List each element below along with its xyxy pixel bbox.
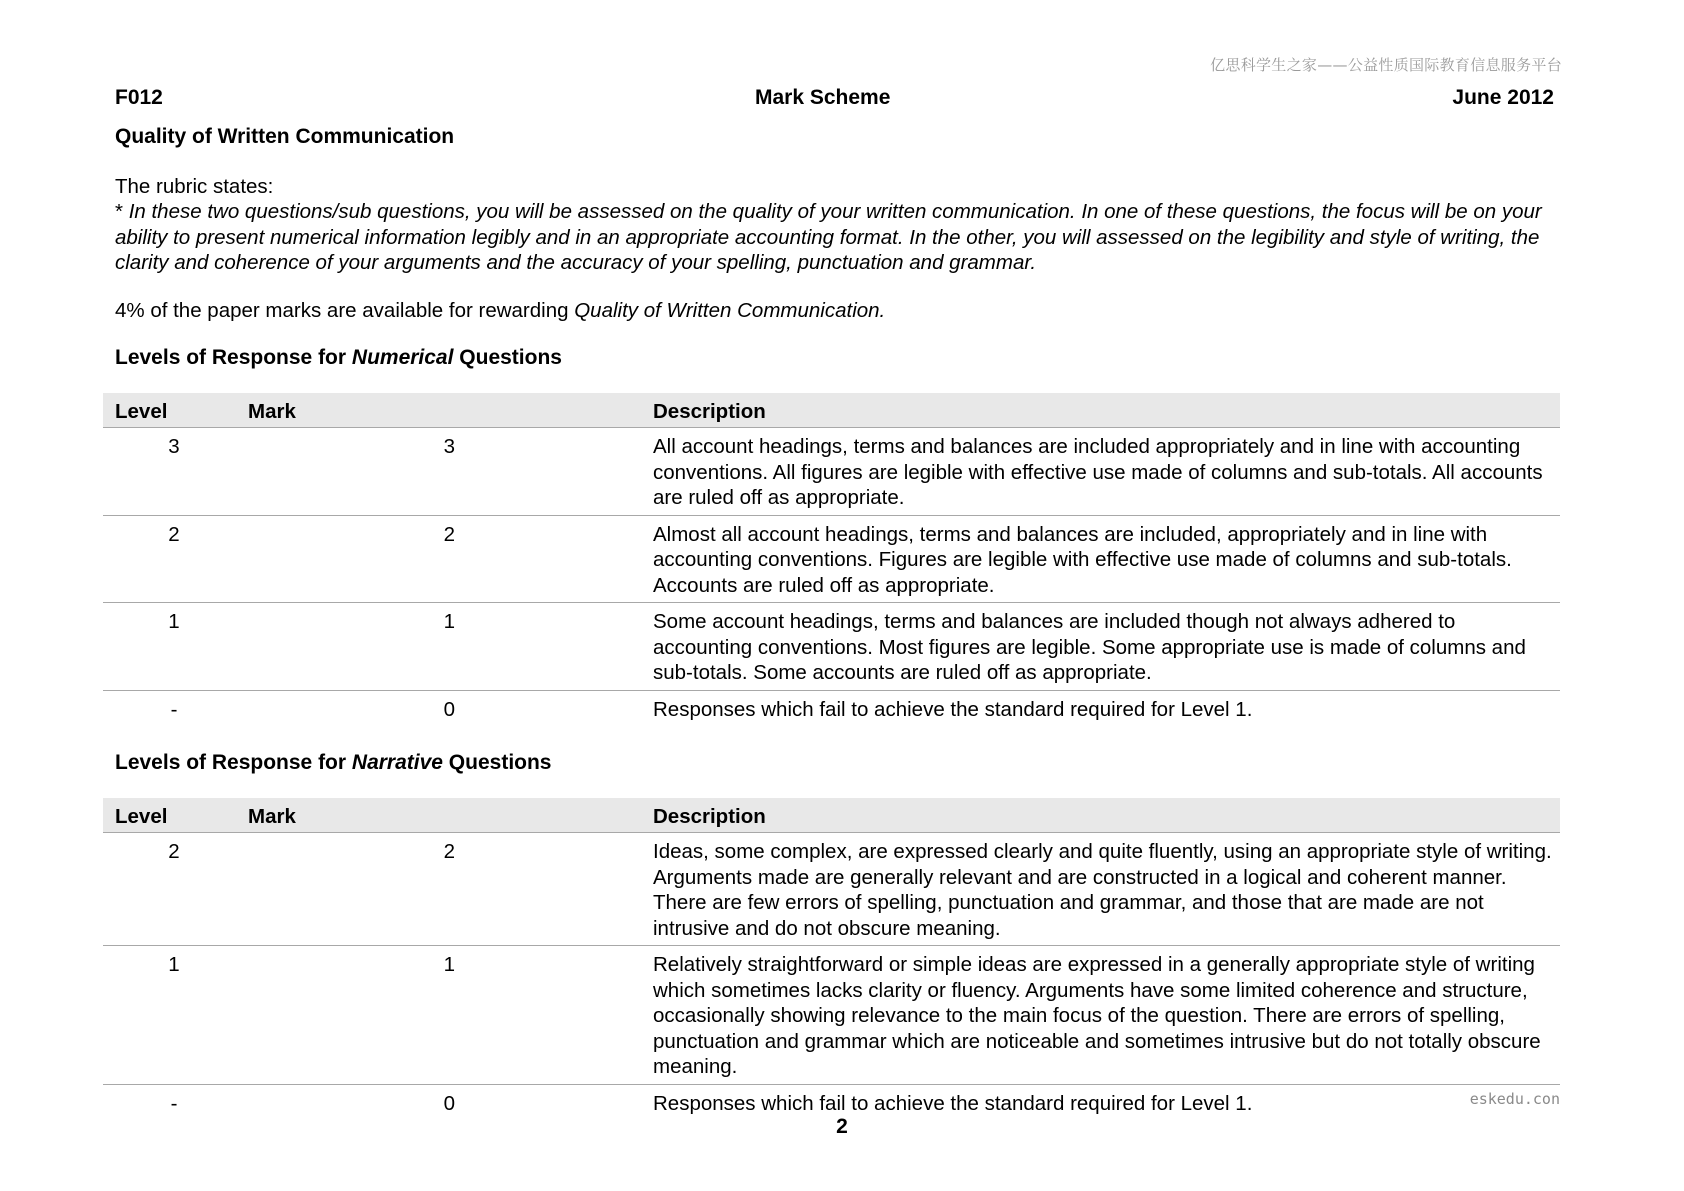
table-row bbox=[103, 428, 1560, 516]
narrative-title-prefix: Levels of Response for bbox=[115, 751, 352, 774]
marks-note-italic: Quality of Written Communication. bbox=[574, 298, 886, 322]
table-row bbox=[103, 515, 1560, 603]
marks-note-prefix: 4% of the paper marks are available for rewarding bbox=[115, 298, 575, 322]
description-cell: Responses which fail to achieve the standard required for Level 1. bbox=[653, 697, 1253, 721]
description-cell: All account headings, terms and balances are included appropriately and in line with accounting conventions. All figures are legible with effective use made of columns and sub-totals. All accounts are ruled off as appropriate. bbox=[653, 428, 1560, 516]
narrative-title-suffix: Questions bbox=[442, 751, 552, 774]
description-cell: Almost all account headings, terms and balances are included, appropriately and in line with accounting conventions. Figures are legible with effective use made of columns and sub-totals. Accounts are ruled off as appropriate. bbox=[653, 515, 1560, 603]
table-header-row bbox=[103, 798, 1560, 833]
table-row bbox=[103, 603, 1560, 691]
level-cell: - bbox=[170, 697, 178, 721]
mark-cell: 2 bbox=[245, 515, 653, 603]
mark-cell: 0 bbox=[443, 697, 455, 721]
watermark-bottom: eskedu.con bbox=[1469, 1090, 1560, 1108]
numerical-title-prefix: Levels of Response for bbox=[115, 346, 352, 369]
description-cell: Relatively straightforward or simple ideas are expressed in a generally appropriate style of writing which sometimes lacks clarity or fluency. Arguments have some limited coherence and structure, occasionally showing relevance to the main focus of the question. There are errors of spelling, punctuation and grammar which are noticeable and sometimes intrusive but do not totally obscure meaning. bbox=[653, 946, 1560, 1085]
header-title: Mark Scheme bbox=[755, 86, 891, 109]
table-header-row bbox=[103, 393, 1560, 428]
mark-cell: 3 bbox=[245, 428, 653, 516]
narrative-levels-table bbox=[103, 798, 1560, 1121]
column-header-level: Level bbox=[103, 393, 245, 428]
level-cell: 1 bbox=[103, 603, 245, 691]
narrative-table-title bbox=[115, 750, 1555, 776]
table-row bbox=[103, 690, 1560, 726]
level-cell: 1 bbox=[103, 946, 245, 1085]
rubric-text: In these two questions/sub questions, you will be assessed on the quality of your written communication. In one of these questions, the focus will be on your ability to present numerical information legibly and in an appropriate accounting format. In the other, you will assessed on the legibility and style of writing, the clarity and coherence of your arguments and the accuracy of your spelling, punctuation and grammar. bbox=[115, 200, 1542, 274]
section-title: Quality of Written Communication bbox=[115, 125, 455, 148]
level-cell: - bbox=[170, 1091, 178, 1115]
description-cell: Responses which fail to achieve the standard required for Level 1. bbox=[653, 1091, 1253, 1115]
table-row bbox=[103, 833, 1560, 946]
paper-code: F012 bbox=[115, 86, 163, 109]
numerical-title-italic: Numerical bbox=[351, 346, 454, 369]
page-header bbox=[115, 86, 1554, 112]
header-date: June 2012 bbox=[1452, 86, 1554, 109]
rubric-star: * bbox=[115, 200, 129, 223]
narrative-title-italic: Narrative bbox=[351, 751, 443, 774]
description-cell: Some account headings, terms and balances are included though not always adhered to accounting conventions. Most figures are legible. Some appropriate use is made of columns and sub-totals. Some accounts are ruled off as appropriate. bbox=[653, 603, 1560, 691]
numerical-title-suffix: Questions bbox=[453, 346, 562, 369]
rubric-quote bbox=[115, 199, 1555, 276]
column-header-level: Level bbox=[103, 798, 245, 833]
page-number: 2 bbox=[836, 1115, 848, 1138]
column-header-mark: Mark bbox=[245, 393, 653, 428]
marks-note bbox=[115, 298, 1555, 324]
description-cell: Ideas, some complex, are expressed clearly and quite fluently, using an appropriate style of writing. Arguments made are generally relevant and are constructed in a logical and coherent manner. There are few errors of spelling, punctuation and grammar, and those that are made are not intrusive and do not obscure meaning. bbox=[653, 833, 1560, 946]
table-row bbox=[103, 946, 1560, 1085]
column-header-description: Description bbox=[653, 393, 1560, 428]
level-cell: 2 bbox=[103, 515, 245, 603]
level-cell: 2 bbox=[103, 833, 245, 946]
mark-cell: 0 bbox=[443, 1091, 455, 1115]
level-cell: 3 bbox=[103, 428, 245, 516]
numerical-table-title bbox=[115, 345, 1555, 371]
watermark-top: 亿思科学生之家——公益性质国际教育信息服务平台 bbox=[1210, 56, 1562, 74]
rubric-intro: The rubric states: bbox=[115, 174, 274, 198]
mark-cell: 1 bbox=[245, 603, 653, 691]
column-header-description: Description bbox=[653, 798, 1560, 833]
mark-cell: 2 bbox=[245, 833, 653, 946]
column-header-mark: Mark bbox=[245, 798, 653, 833]
page-content bbox=[115, 124, 1555, 1120]
mark-cell: 1 bbox=[245, 946, 653, 1085]
numerical-levels-table bbox=[103, 393, 1560, 727]
